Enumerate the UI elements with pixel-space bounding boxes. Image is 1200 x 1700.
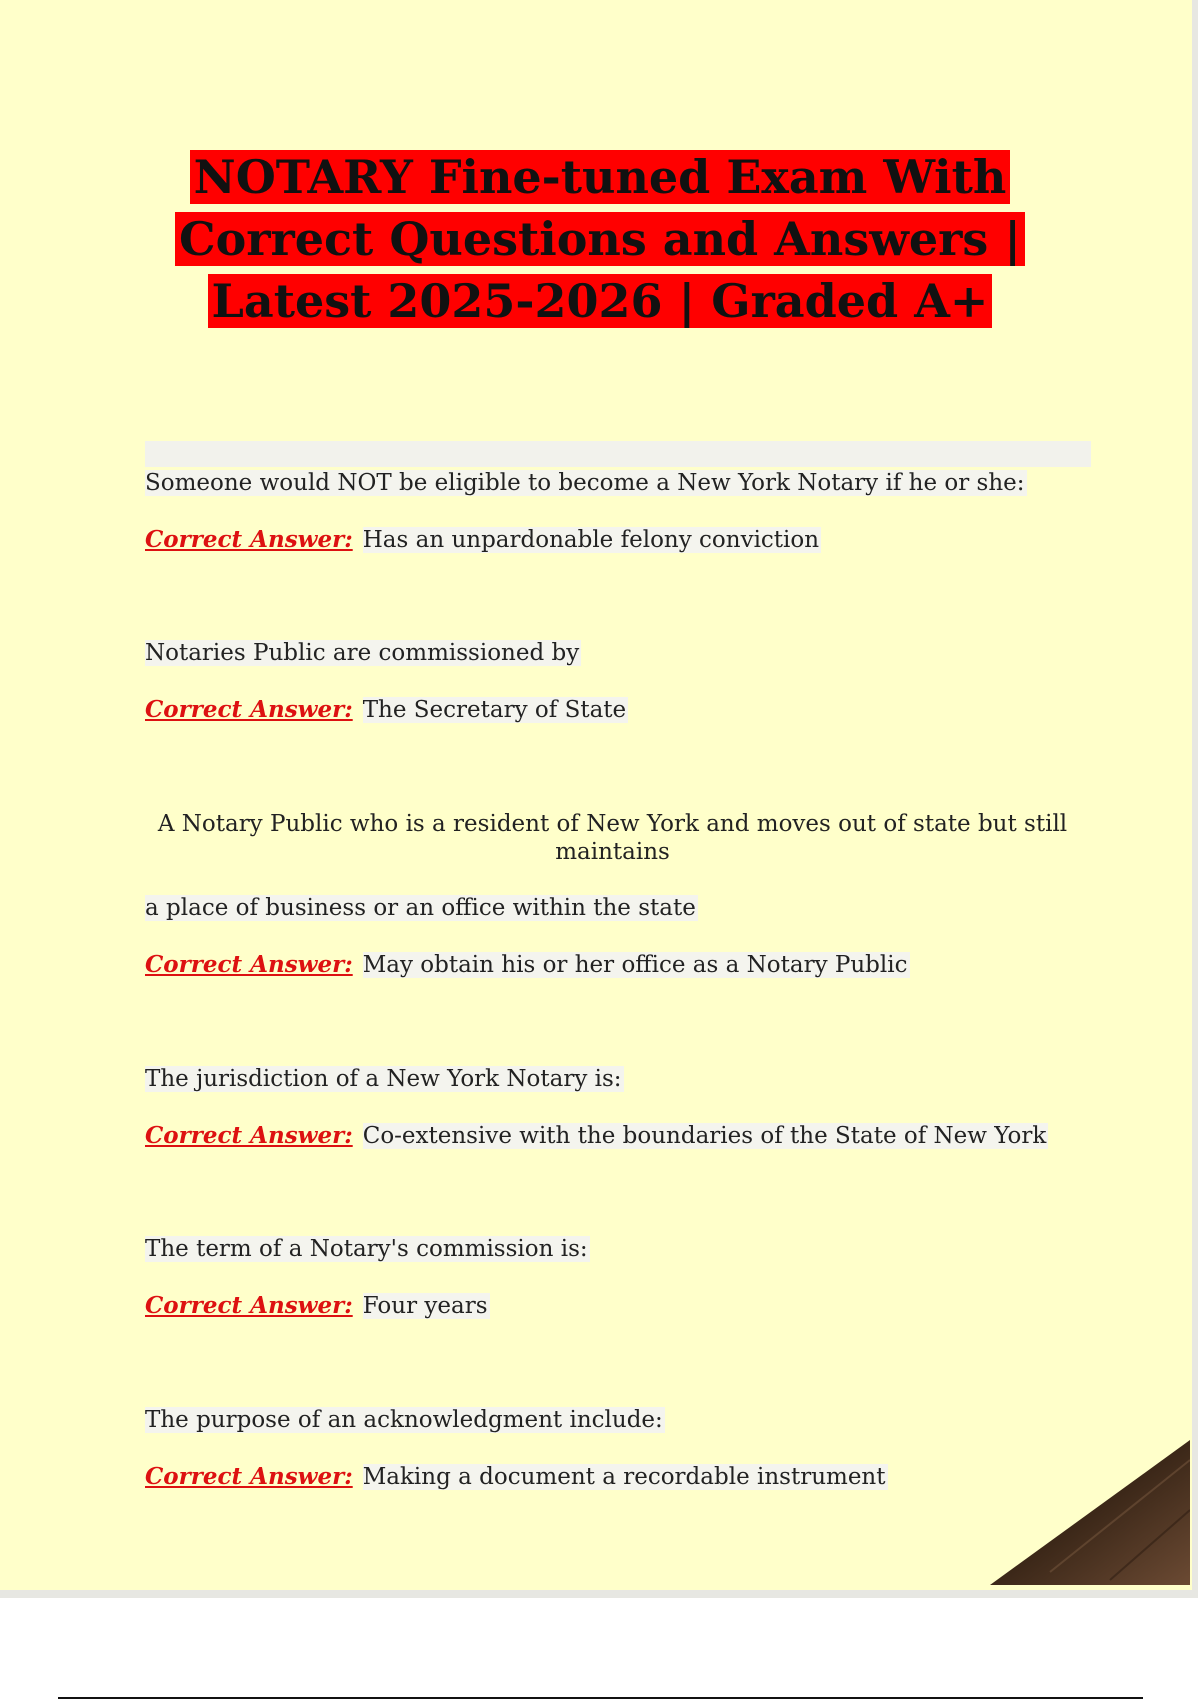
page-curl-corner [990,1440,1190,1590]
footer-rule [58,1697,1143,1699]
question-3-continued: a place of business or an office within the state [145,895,696,921]
correct-answer-label: Correct Answer: [145,1122,353,1149]
correct-answer-label: Correct Answer: [145,1463,353,1490]
answer-2: Correct Answer: The Secretary of State [145,696,627,723]
correct-answer-label: Correct Answer: [145,526,353,553]
title-line-2: Correct Questions and Answers | [0,208,1200,270]
correct-answer-label: Correct Answer: [145,951,353,978]
question-1: Someone would NOT be eligible to become a New York Notary if he or she: [145,470,1025,496]
question-5: The term of a Notary's commission is: [145,1236,588,1262]
title-line-3: Latest 2025-2026 | Graded A+ [0,270,1200,332]
question-2: Notaries Public are commissioned by [145,640,580,666]
answer-6: Correct Answer: Making a document a recordable instrument [145,1463,886,1490]
question-4: The jurisdiction of a New York Notary is: [145,1066,622,1092]
answer-4: Correct Answer: Co-extensive with the boundaries of the State of New York [145,1122,1047,1149]
answer-3: Correct Answer: May obtain his or her office as a Notary Public [145,951,908,978]
answer-1: Correct Answer: Has an unpardonable felony conviction [145,526,820,553]
question-6: The purpose of an acknowledgment include: [145,1407,663,1433]
document-title [0,146,1200,332]
question-3: A Notary Public who is a resident of New York and moves out of state but still maintains [157,811,1068,865]
answer-5: Correct Answer: Four years [145,1292,488,1319]
title-line-1: NOTARY Fine-tuned Exam With [0,146,1200,208]
correct-answer-label: Correct Answer: [145,1292,353,1319]
section-divider-band [145,441,1091,467]
correct-answer-label: Correct Answer: [145,696,353,723]
